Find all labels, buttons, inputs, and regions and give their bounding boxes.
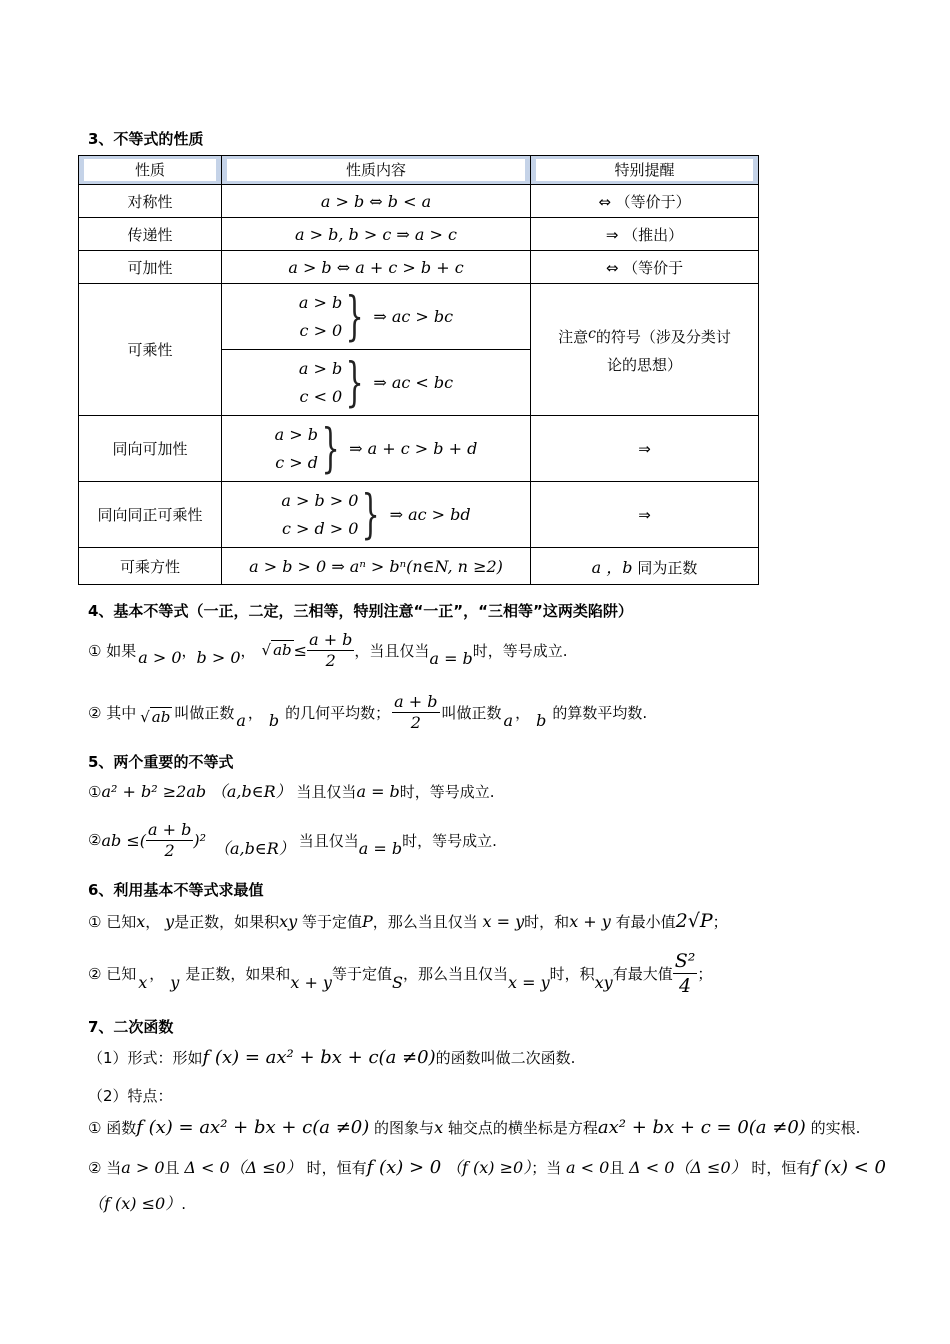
row-content: a > b, b > c ⇒ a > c — [222, 218, 531, 251]
header-note: 特别提醒 — [531, 156, 759, 185]
row-note: ⇔ （等价于） — [531, 185, 759, 218]
row-name: 可加性 — [79, 251, 222, 284]
table-row — [79, 416, 759, 482]
row-content: a > b > 0 ⇒ aⁿ > bⁿ(n∈N, n ≥2) — [222, 548, 531, 585]
table-row — [79, 218, 759, 251]
s6-line-2: ② 已知 x ， y 是正数，如果和 x + y 等于定值 S ，那么当且仅当 x = y 时，积 xy 有最大值 $\frac{\text{S²}}{4}$ ； — [88, 949, 713, 997]
row-note: ⇒ — [531, 416, 759, 482]
section-4-heading: 4、基本不等式（一正，二定，三相等，特别注意“一正”，“三相等”这两类陷阱） — [88, 602, 633, 620]
row-name: 可乘方性 — [79, 548, 222, 585]
table-header-row — [79, 156, 759, 185]
table-row — [79, 284, 759, 350]
s5-line-1: ①a² + b² ≥2ab （a,b∈R） 当且仅当a = b时，等号成立. — [88, 782, 495, 801]
s4-line-1: ① 如果 a > 0 ， b > 0 ， √ ab ≤ $\frac{a + b}{2}$ ，当且仅当 a = b 时，等号成立. — [88, 629, 568, 670]
header-property: 性质 — [79, 156, 222, 185]
s4-line-2: ② 其中 √ ab 叫做正数 a ， b 的几何平均数； $\frac{a + b}{2}$ 叫做正数 a ， b 的算数平均数. — [88, 691, 648, 732]
s7-feature-1: ① 函数f (x) = ax² + bx + c(a ≠0) 的图象与x 轴交点的横坐标是方程ax² + bx + c = 0(a ≠0) 的实根. — [88, 1117, 861, 1138]
row-name: 同向同正可乘性 — [79, 482, 222, 548]
row-name: 同向可加性 — [79, 416, 222, 482]
section-5-heading: 5、两个重要的不等式 — [88, 753, 234, 771]
row-note: ⇔ （等价于 — [531, 251, 759, 284]
s7-feature-label: （2）特点： — [88, 1087, 173, 1105]
s7-form-line: （1）形式：形如f (x) = ax² + bx + c(a ≠0)的函数叫做二次函数. — [88, 1047, 576, 1068]
row-name: 对称性 — [79, 185, 222, 218]
s7-feature-2-cont: （f (x) ≤0）. — [88, 1194, 186, 1213]
row-content: a > b ⇔ b < a — [222, 185, 531, 218]
s5-line-2: ② ab ≤( $\frac{a + b}{2}$ )² （a,b∈R） 当且仅当 a = b 时，等号成立. — [88, 819, 497, 860]
row-name: 传递性 — [79, 218, 222, 251]
s6-line-1: ① 已知x， y是正数，如果积xy 等于定值P，那么当且仅当 x = y时，和x + y 有最小值2√P； — [88, 910, 728, 932]
table-row — [79, 548, 759, 585]
row-content: a > b c < 0 } ⇒ ac < bc — [222, 350, 531, 416]
s7-feature-2: ② 当a > 0且 Δ < 0（Δ ≤0） 时，恒有f (x) > 0 （f (x) ≥0）；当 a < 0且 Δ < 0（Δ ≤0） 时，恒有f (x) < 0 — [88, 1157, 886, 1178]
row-name: 可乘性 — [79, 284, 222, 416]
row-note: 注意c的符号（涉及分类讨 论的思想） — [531, 284, 759, 416]
inequality-properties-table — [78, 155, 759, 585]
section-7-heading: 7、二次函数 — [88, 1018, 174, 1036]
header-content: 性质内容 — [222, 156, 531, 185]
row-content: a > b c > d } ⇒ a + c > b + d — [222, 416, 531, 482]
table-row — [79, 251, 759, 284]
row-note: ⇒ — [531, 482, 759, 548]
row-content: a > b c > 0 } ⇒ ac > bc — [222, 284, 531, 350]
table-row — [79, 482, 759, 548]
table-row — [79, 185, 759, 218]
row-content: a > b > 0 c > d > 0 } ⇒ ac > bd — [222, 482, 531, 548]
section-6-heading: 6、利用基本不等式求最值 — [88, 881, 264, 899]
row-note: ⇒ （推出） — [531, 218, 759, 251]
row-content: a > b ⇔ a + c > b + c — [222, 251, 531, 284]
row-note: a ，b 同为正数 — [531, 548, 759, 585]
section-3-heading: 3、不等式的性质 — [88, 130, 204, 148]
